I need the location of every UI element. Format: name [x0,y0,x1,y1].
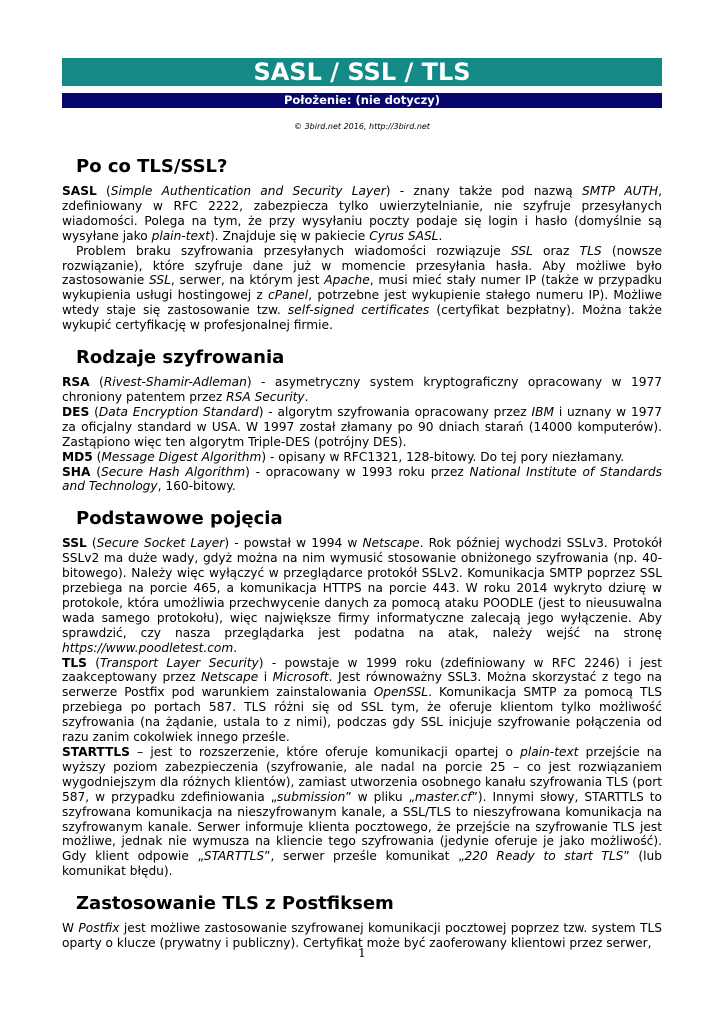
text-run: ) - asymetryczny system kryptograficzny opracowany w 1977 chroniony patentem przez [62,375,662,404]
text-run: jest możliwe zastosowanie szyfrowanej komunikacji pocztowej poprzez tzw. system TLS oparty o klucze (prywatny i publiczny). Certyfikat może być zaoferowany klientowi przez serwer, [62,921,662,951]
section-po-co-tls [62,156,662,333]
emphasis-text: Transport Layer Security [99,655,259,670]
text-run: , zdefiniowany w RFC 2222, zabezpiecza tylko uwierzytelnianie, nie szyfruje przesyłanych wiadomości. Polega na tym, że przy wysyłaniu poczty podaje się login i hasło (domyślnie są wysyłane jako [62,184,662,243]
emphasis-text: TLS [579,243,602,258]
emphasis-text: RSA Security [226,389,305,404]
paragraph [62,745,662,879]
text-run: ( [86,536,97,551]
text-run: (nowsze rozwiązanie), które szyfruje dane już w momencie przesyłania hasła. Aby możliwe było zastosowanie [62,243,662,288]
emphasis-text: plain-text [151,228,210,243]
emphasis-text: Netscape [201,670,259,685]
emphasis-text: Message Digest Algorithm [101,449,262,464]
text-run: ” w pliku „ [345,789,415,804]
text-run: , musi mieć stały numer IP (także w przypadku wykupienia usługi hostingowej z [62,273,662,303]
text-run: , 160-bitowy. [157,479,236,494]
section-body [62,184,662,333]
section-zastosowanie-tls [62,893,662,951]
emphasis-text: Postfix [78,921,120,936]
emphasis-text: Netscape [362,536,420,551]
emphasis-text: plain-text [520,745,579,759]
emphasis-text: SMTP AUTH [581,184,659,198]
text-run: ) - algorytm szyfrowania opracowany przez [258,404,532,419]
text-run: oraz [532,243,580,258]
emphasis-text: National Institute of Standards and Technology [62,464,662,494]
text-run: ) - znany także pod nazwą [385,184,582,198]
emphasis-text: https://www.poodletest.com [62,640,234,655]
term-label: SSL [62,536,87,551]
text-run: – jest to rozszerzenie, które oferuje komunikacji opartej o [129,745,521,759]
text-run: ) - opracowany w 1993 roku przez [245,464,470,479]
text-run: . Komunikacja SMTP za pomocą TLS przebiega po portach 587. TLS różni się od SSL tym, że oferuje klientom tylko możliwość szyfrowania (na żądanie, ustala to z nimi), podczas gdy SSL inicjuje szyfrowanie połączenia od razu zanim cokolwiek innego prześle. [62,685,662,745]
text-run: . [438,228,443,243]
text-run: , potrzebne jest wykupienie stałego numeru IP). Możliwe wtedy staje się zastosowanie tzw. [62,288,662,318]
emphasis-text: Secure Socket Layer [96,536,225,551]
text-run: W [62,921,79,936]
location-subtitle: Położenie: (nie dotyczy) [62,93,662,108]
section-heading: Zastosowanie TLS z Postfiksem [76,893,394,915]
term-label: TLS [62,655,87,670]
text-run: . [233,640,238,655]
text-run: ). Znajduje się w pakiecie [209,228,370,243]
section-heading: Podstawowe pojęcia [76,508,283,530]
section-rodzaje-szyfrowania [62,347,662,494]
text-run: ”). Innymi słowy, STARTTLS to szyfrowana komunikacja na nieszyfrowanym kanale, a SSL/TLS to nieszyfrowana komunikacja na szyfrowanym kanale. Serwer informuje klienta pocztowego, że przejście na szyfrowanie TLS jest możliwe, jednak nie wymusza na kliencie tego szyfrowania (jedynie oferuje je jako możliwość). Gdy klient odpowie „ [62,789,662,864]
text-run: ) - opisany w RFC1321, 128-bitowy. Do tej pory niezłamany. [261,449,625,464]
text-run: (certyfikat bezpłatny). Można także wykupić certyfikację w profesjonalnej firmie. [62,303,663,333]
paragraph [62,536,662,655]
emphasis-text: Data Encryption Standard [98,404,259,419]
text-run: , serwer, na którym jest [170,273,325,288]
emphasis-text: submission [277,789,346,804]
section-body [62,536,662,879]
emphasis-text: Cyrus SASL [369,228,439,243]
text-run: ”, serwer prześle komunikat „ [264,849,465,864]
emphasis-text: OpenSSL [373,685,429,700]
paragraph [62,656,662,745]
paragraph [62,405,662,450]
text-run: ( [86,655,100,670]
emphasis-text: STARTTLS [203,849,265,864]
emphasis-text: IBM [531,404,554,419]
text-run: . Jest równoważny SSL3. Można skorzystać z tego na serwerze Postfix pod warunkiem zainstalowania [62,670,662,700]
text-run: ( [96,184,111,198]
paragraph [62,244,662,333]
text-run: . Rok później wychodzi SSLv3. Protokół SSLv2 ma duże wady, gdyż można na nim wymusić stosowanie obniżonego szyfrowania (np. 40-bitowego). Należy więc wyłączyć w przeglądarce protokół SSLv2. Komunikacja SMTP poprzez SSL przebiega na porcie 465, a komunikacja HTTPS na porcie 443. W roku 2014 wykryto dziurę w protokole, która umożliwia przechwycenie danych za pomocą ataku POODLE (jest to nieusuwalna wada samego protokołu), więc największe firmy informatyczne zalecają jego wyłączenie. Aby sprawdzić, czy nasza przeglądarka jest podatna na atak, należy wejść na stronę [62,536,662,640]
emphasis-text: SSL [511,243,533,258]
text-run: ) - powstał w 1994 w [224,536,363,551]
document-page [62,58,662,951]
section-heading: Po co TLS/SSL? [76,156,228,177]
emphasis-text: Microsoft [272,670,329,685]
term-label: MD5 [62,449,93,464]
text-run: przejście na wyższy poziom zabezpieczenia (szyfrowanie, ale nadal na porcie 25 – co jest rozwiązaniem wygodniejszym dla różnych klientów), zamiast utworzenia osobnego kanału szyfrowania TLS (port 587, w przypadku zdefiniowania „ [62,745,663,804]
emphasis-text: master.cf [414,789,472,804]
paragraph [62,184,662,244]
section-podstawowe-pojecia [62,508,662,879]
paragraph [62,465,662,495]
term-label: STARTTLS [62,745,130,759]
term-label: DES [62,404,90,419]
term-label: SASL [62,184,97,198]
emphasis-text: Simple Authentication and Security Layer [110,184,386,198]
text-run: ( [89,404,99,419]
term-label: SHA [62,464,91,479]
emphasis-text: cPanel [268,288,309,303]
text-run: ” (lub komunikat błędu). [62,849,663,879]
emphasis-text: 220 Ready to start TLS [464,849,624,864]
section-body [62,375,662,494]
document-title: SASL / SSL / TLS [62,58,662,86]
paragraph [62,450,662,465]
emphasis-text: SSL [149,273,171,288]
section-heading: Rodzaje szyfrowania [76,347,285,369]
text-run: i uznany w 1977 za oficjalny standard w USA. W 1997 został złamany po 90 dniach starań (14000 komputerów). Zastąpiono więc ten algorytm Triple-DES (potrójny DES). [62,404,662,449]
text-run: i [258,670,273,685]
emphasis-text: Rivest-Shamir-Adleman [103,375,247,390]
text-run: ( [90,464,101,479]
text-run: Problem braku szyfrowania przesyłanych wiadomości rozwiązuje [76,243,511,258]
text-run: . [304,389,309,404]
page-number: 1 [358,946,366,960]
emphasis-text: self-signed certificates [287,303,430,318]
term-label: RSA [62,375,90,390]
copyright-notice: © 3bird.net 2016, http://3bird.net [294,122,430,131]
text-run: ) - powstaje w 1999 roku (zdefiniowany w RFC 2246) i jest zaakceptowany przez [62,655,662,685]
emphasis-text: Secure Hash Algorithm [100,464,246,479]
text-run: ( [89,375,104,390]
text-run: ( [92,449,102,464]
paragraph [62,375,662,405]
emphasis-text: Apache [324,273,370,288]
